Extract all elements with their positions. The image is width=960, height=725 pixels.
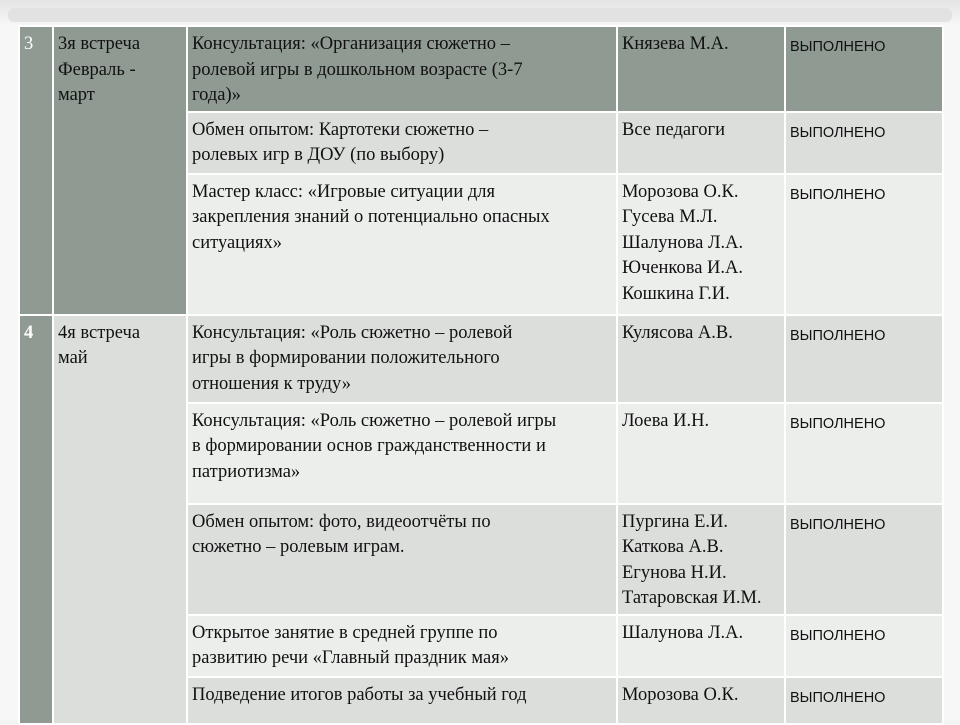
top-decoration-bar: [8, 8, 952, 22]
event-cell: Обмен опытом: Картотеки сюжетно – ролевых игр в ДОУ (по выбору): [187, 112, 617, 174]
status-cell: ВЫПОЛНЕНО: [785, 615, 943, 677]
status-cell: ВЫПОЛНЕНО: [785, 677, 943, 724]
schedule-table: [18, 25, 944, 725]
meeting-cell: 3я встреча Февраль - март: [53, 26, 187, 315]
event-cell: Консультация: «Роль сюжетно – ролевой игры в формировании положительного отношения к труду»: [187, 315, 617, 403]
event-cell: Мастер класс: «Игровые ситуации для закрепления знаний о потенциально опасных ситуациях»: [187, 174, 617, 315]
status-cell: ВЫПОЛНЕНО: [785, 112, 943, 174]
responsible-cell: Кулясова А.В.: [617, 315, 785, 403]
event-cell: Открытое занятие в средней группе по развитию речи «Главный праздник мая»: [187, 615, 617, 677]
group-number: 3: [19, 26, 53, 315]
table-row: [19, 26, 943, 112]
responsible-cell: Все педагоги: [617, 112, 785, 174]
responsible-cell: Лоева И.Н.: [617, 403, 785, 504]
status-cell: ВЫПОЛНЕНО: [785, 315, 943, 403]
table-row: [19, 315, 943, 403]
responsible-cell: Морозова О.К. Гусева М.Л. Шалунова Л.А. Юченкова И.А. Кошкина Г.И.: [617, 174, 785, 315]
event-cell: Обмен опытом: фото, видеоотчёты по сюжетно – ролевым играм.: [187, 504, 617, 615]
event-cell: Консультация: «Роль сюжетно – ролевой игры в формировании основ гражданственности и патриотизма»: [187, 403, 617, 504]
responsible-cell: Морозова О.К.: [617, 677, 785, 724]
responsible-cell: Пургина Е.И. Каткова А.В. Егунова Н.И. Татаровская И.М.: [617, 504, 785, 615]
status-cell: ВЫПОЛНЕНО: [785, 504, 943, 615]
responsible-cell: Князева М.А.: [617, 26, 785, 112]
status-cell: ВЫПОЛНЕНО: [785, 403, 943, 504]
status-cell: ВЫПОЛНЕНО: [785, 174, 943, 315]
event-cell: Подведение итогов работы за учебный год: [187, 677, 617, 724]
group-number: 4: [19, 315, 53, 724]
meeting-cell: 4я встреча май: [53, 315, 187, 724]
responsible-cell: Шалунова Л.А.: [617, 615, 785, 677]
status-cell: ВЫПОЛНЕНО: [785, 26, 943, 112]
event-cell: Консультация: «Организация сюжетно – ролевой игры в дошкольном возрасте (3-7 года)»: [187, 26, 617, 112]
